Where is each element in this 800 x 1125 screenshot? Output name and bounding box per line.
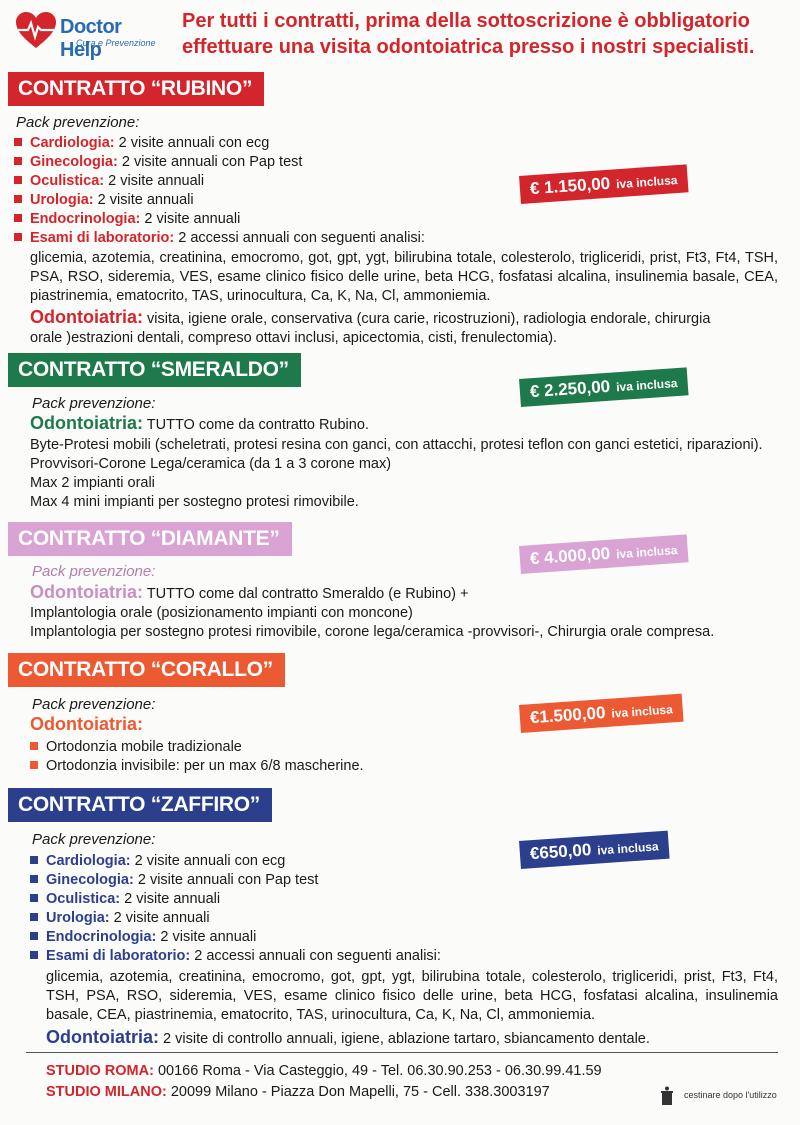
list-item: Urologia: 2 visite annuali xyxy=(14,191,425,210)
list-item: Ginecologia: 2 visite annuali con Pap test xyxy=(14,153,425,172)
iva-rubino: iva inclusa xyxy=(615,173,678,192)
list-item: Ortodonzia mobile tradizionale xyxy=(30,738,364,757)
lines-diamante xyxy=(30,604,790,642)
bullet-icon xyxy=(30,761,38,769)
header-notice xyxy=(182,8,792,60)
bullet-icon xyxy=(14,233,22,241)
pack-label-zaffiro: Pack prevenzione: xyxy=(32,831,156,848)
bullet-icon xyxy=(30,875,38,883)
list-item: Oculistica: 2 visite annuali xyxy=(14,172,425,191)
notice-line-1: Per tutti i contratti, prima della sottoscrizione è obbligatorio xyxy=(182,10,750,32)
list-zaffiro xyxy=(30,852,441,966)
list-item: Esami di laboratorio: 2 accessi annuali con seguenti analisi: xyxy=(14,229,425,248)
banner-smeraldo: CONTRATTO “SMERALDO” xyxy=(8,353,301,387)
lines-smeraldo xyxy=(30,436,790,512)
pack-label-diamante: Pack prevenzione: xyxy=(32,563,156,580)
studio-roma: STUDIO ROMA: 00166 Roma - Via Casteggio, 49 - Tel. 06.30.90.253 - 06.30.99.41.59 xyxy=(46,1063,602,1079)
price-badge-rubino xyxy=(519,164,688,204)
list-item: Implantologia per sostegno protesi rimovibile, corone lega/ceramica -provvisori-, Chirurgia orale compresa. xyxy=(30,624,715,640)
price-badge-zaffiro xyxy=(519,831,669,869)
heart-logo-icon xyxy=(14,10,58,50)
bullet-icon xyxy=(14,138,22,146)
list-item: Urologia: 2 visite annuali xyxy=(30,909,441,928)
odontoiatria-smeraldo: Odontoiatria: TUTTO come da contratto Rubino. xyxy=(30,413,369,433)
price-smeraldo: € 2.250,00 xyxy=(529,376,611,402)
list-item: Endocrinologia: 2 visite annuali xyxy=(30,928,441,947)
bullet-icon xyxy=(30,894,38,902)
bullet-icon xyxy=(30,951,38,959)
banner-rubino: CONTRATTO “RUBINO” xyxy=(8,72,264,106)
list-item: Max 2 impianti orali xyxy=(30,475,155,491)
price-zaffiro: €650,00 xyxy=(529,840,592,864)
analisi-rubino: glicemia, azotemia, creatinina, emocromo, got, gpt, ygt, bilirubina totale, colesterolo, trigliceridi, prist, Ft3, Ft4, TSH, PSA, RSO, sideremia, VES, esame clinico fisico delle urine, beta HCG, fosfatasi alcalina, insulinemia basale, CEA, piastrinemia, ematocrito, TAS, urinocultura, Ca, K, Na, Cl, ammoniemia. xyxy=(30,250,778,304)
list-item: Oculistica: 2 visite annuali xyxy=(30,890,441,909)
banner-corallo: CONTRATTO “CORALLO” xyxy=(8,653,285,687)
logo xyxy=(14,8,164,61)
bullet-icon xyxy=(30,856,38,864)
brand-name: Doctor Help xyxy=(60,16,122,61)
list-item: Esami di laboratorio: 2 accessi annuali con seguenti analisi: xyxy=(30,947,441,966)
price-rubino: € 1.150,00 xyxy=(529,173,611,199)
price-badge-smeraldo xyxy=(519,367,688,407)
odontoiatria-corallo: Odontoiatria: xyxy=(30,714,143,734)
list-item: Provvisori-Corone Lega/ceramica (da 1 a 3 corone max) xyxy=(30,456,392,472)
trash-bin-icon xyxy=(658,1086,676,1106)
odontoiatria-diamante: Odontoiatria: TUTTO come dal contratto Smeraldo (e Rubino) + xyxy=(30,582,469,602)
list-item: Max 4 mini impianti per sostegno protesi rimovibile. xyxy=(30,494,359,510)
bullet-icon xyxy=(14,157,22,165)
price-badge-corallo xyxy=(519,694,684,733)
list-item: Ortodonzia invisibile: per un max 6/8 mascherine. xyxy=(30,757,364,776)
brand-tagline: Cura e Prevenzione xyxy=(76,38,156,48)
bullet-icon xyxy=(14,176,22,184)
iva-corallo: iva inclusa xyxy=(610,702,674,721)
bullet-icon xyxy=(30,913,38,921)
iva-smeraldo: iva inclusa xyxy=(615,376,678,395)
pack-label-rubino: Pack prevenzione: xyxy=(16,114,140,131)
list-corallo xyxy=(30,738,364,776)
banner-zaffiro: CONTRATTO “ZAFFIRO” xyxy=(8,788,272,822)
iva-diamante: iva inclusa xyxy=(615,543,678,562)
list-item: Ginecologia: 2 visite annuali con Pap test xyxy=(30,871,441,890)
list-item: Cardiologia: 2 visite annuali con ecg xyxy=(14,134,425,153)
list-item: Byte-Protesi mobili (scheletrati, protesi resina con ganci, con attacchi, protesi teflon con ganci estetici, riparazioni). xyxy=(30,437,763,453)
analisi-zaffiro: glicemia, azotemia, creatinina, emocromo, got, gpt, ygt, bilirubina totale, colesterolo, trigliceridi, prist, Ft3, Ft4, TSH, PSA, RSO, sideremia, VES, esame clinico fisico delle urine, beta HCG, fosfatasi alcalina, insulinemia basale, CEA, piastrinemia, ematocrito, TAS, urinocultura, Ca, K, Na, Cl, ammoniemia. xyxy=(46,969,778,1023)
odontoiatria-zaffiro: Odontoiatria: 2 visite di controllo annuali, igiene, ablazione tartaro, sbiancamento dentale. xyxy=(46,1027,650,1047)
bullet-icon xyxy=(14,214,22,222)
odontoiatria-rubino: Odontoiatria: visita, igiene orale, conservativa (cura carie, ricostruzioni), radiologia endorale, chirurgia orale )estrazioni dentali, compreso ottavi inclusi, apicectomia, cisti, frenulectomia). xyxy=(30,307,711,346)
pack-label-corallo: Pack prevenzione: xyxy=(32,696,156,713)
pack-label-smeraldo: Pack prevenzione: xyxy=(32,395,156,412)
bullet-icon xyxy=(30,742,38,750)
price-badge-diamante xyxy=(519,534,688,574)
price-corallo: €1.500,00 xyxy=(529,703,607,728)
studio-milano: STUDIO MILANO: 20099 Milano - Piazza Don Mapelli, 75 - Cell. 338.3003197 xyxy=(46,1084,550,1100)
notice-line-2: effettuare una visita odontoiatrica presso i nostri specialisti. xyxy=(182,36,755,58)
bullet-icon xyxy=(30,932,38,940)
bullet-icon xyxy=(14,195,22,203)
list-rubino xyxy=(14,134,425,248)
iva-zaffiro: iva inclusa xyxy=(596,839,660,858)
list-item: Cardiologia: 2 visite annuali con ecg xyxy=(30,852,441,871)
footer-divider xyxy=(26,1052,778,1053)
list-item: Endocrinologia: 2 visite annuali xyxy=(14,210,425,229)
banner-diamante: CONTRATTO “DIAMANTE” xyxy=(8,522,292,556)
price-diamante: € 4.000,00 xyxy=(529,543,611,569)
list-item: Implantologia orale (posizionamento impianti con moncone) xyxy=(30,605,413,621)
bin-caption: cestinare dopo l'utilizzo xyxy=(684,1090,777,1100)
